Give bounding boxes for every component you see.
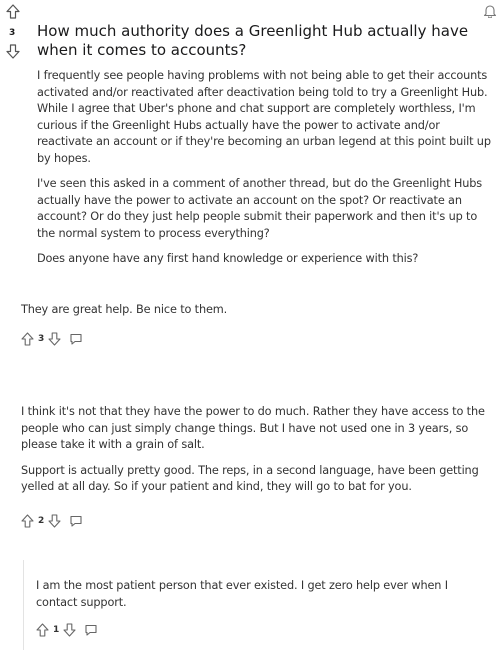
comment-text	[36, 578, 476, 620]
downvote-icon[interactable]	[6, 44, 20, 59]
post-vote-count: 3	[9, 28, 16, 38]
post-body	[37, 68, 492, 277]
post-body-paragraph: Does anyone have any first hand knowledge or experience with this?	[37, 252, 419, 265]
comment-actions	[36, 622, 98, 638]
comment-vote-count: 1	[53, 625, 60, 635]
upvote-icon[interactable]	[21, 514, 34, 528]
upvote-icon[interactable]	[36, 623, 49, 637]
downvote-icon[interactable]	[48, 332, 61, 346]
comment-text	[21, 302, 491, 328]
comment-paragraph: Support is actually pretty good. The reps, in a second language, have been getting yelled at all day. So if your patient and kind, they will go to bat for you.	[21, 463, 479, 493]
reply-icon[interactable]	[84, 623, 98, 637]
downvote-icon[interactable]	[63, 623, 76, 637]
comment-vote-count: 3	[38, 334, 45, 344]
comment-text	[21, 404, 491, 505]
upvote-icon[interactable]	[6, 4, 20, 19]
comment-actions	[21, 331, 83, 347]
reply-icon[interactable]	[69, 514, 83, 528]
bell-icon[interactable]	[483, 4, 497, 18]
post-body-paragraph: I've seen this asked in a comment of another thread, but do the Greenlight Hubs actually have the power to activate an account on the spot? Or reactivate an account? Or do they just help people submit their paperwork and then it's up to the normal system to process everything?	[37, 177, 483, 240]
comment-paragraph: They are great help. Be nice to them.	[21, 303, 228, 316]
comment-vote-count: 2	[38, 516, 45, 526]
reply-icon[interactable]	[69, 332, 83, 346]
upvote-icon[interactable]	[21, 332, 34, 346]
comment-actions	[21, 513, 83, 529]
downvote-icon[interactable]	[48, 514, 61, 528]
thread-line	[23, 560, 24, 650]
comment-paragraph: I think it's not that they have the power to do much. Rather they have access to the people who can just simply change things. But I have not used one in 3 years, so please take it with a grain of salt.	[21, 405, 485, 451]
post-body-paragraph: I frequently see people having problems with not being able to get their accounts activated and/or reactivated after deactivation being told to try a Greenlight Hub. While I agree that Uber's phone and chat support are completely worthless, I'm curious if the Greenlight Hubs actually have the power to activate and/or reactivate an account or if they're becoming an urban legend at this point built up by hopes.	[37, 69, 491, 165]
post-title[interactable]: How much authority does a Greenlight Hub actually have when it comes to accounts?	[37, 22, 469, 59]
comment-paragraph: I am the most patient person that ever existed. I get zero help ever when I contact support.	[36, 579, 448, 609]
